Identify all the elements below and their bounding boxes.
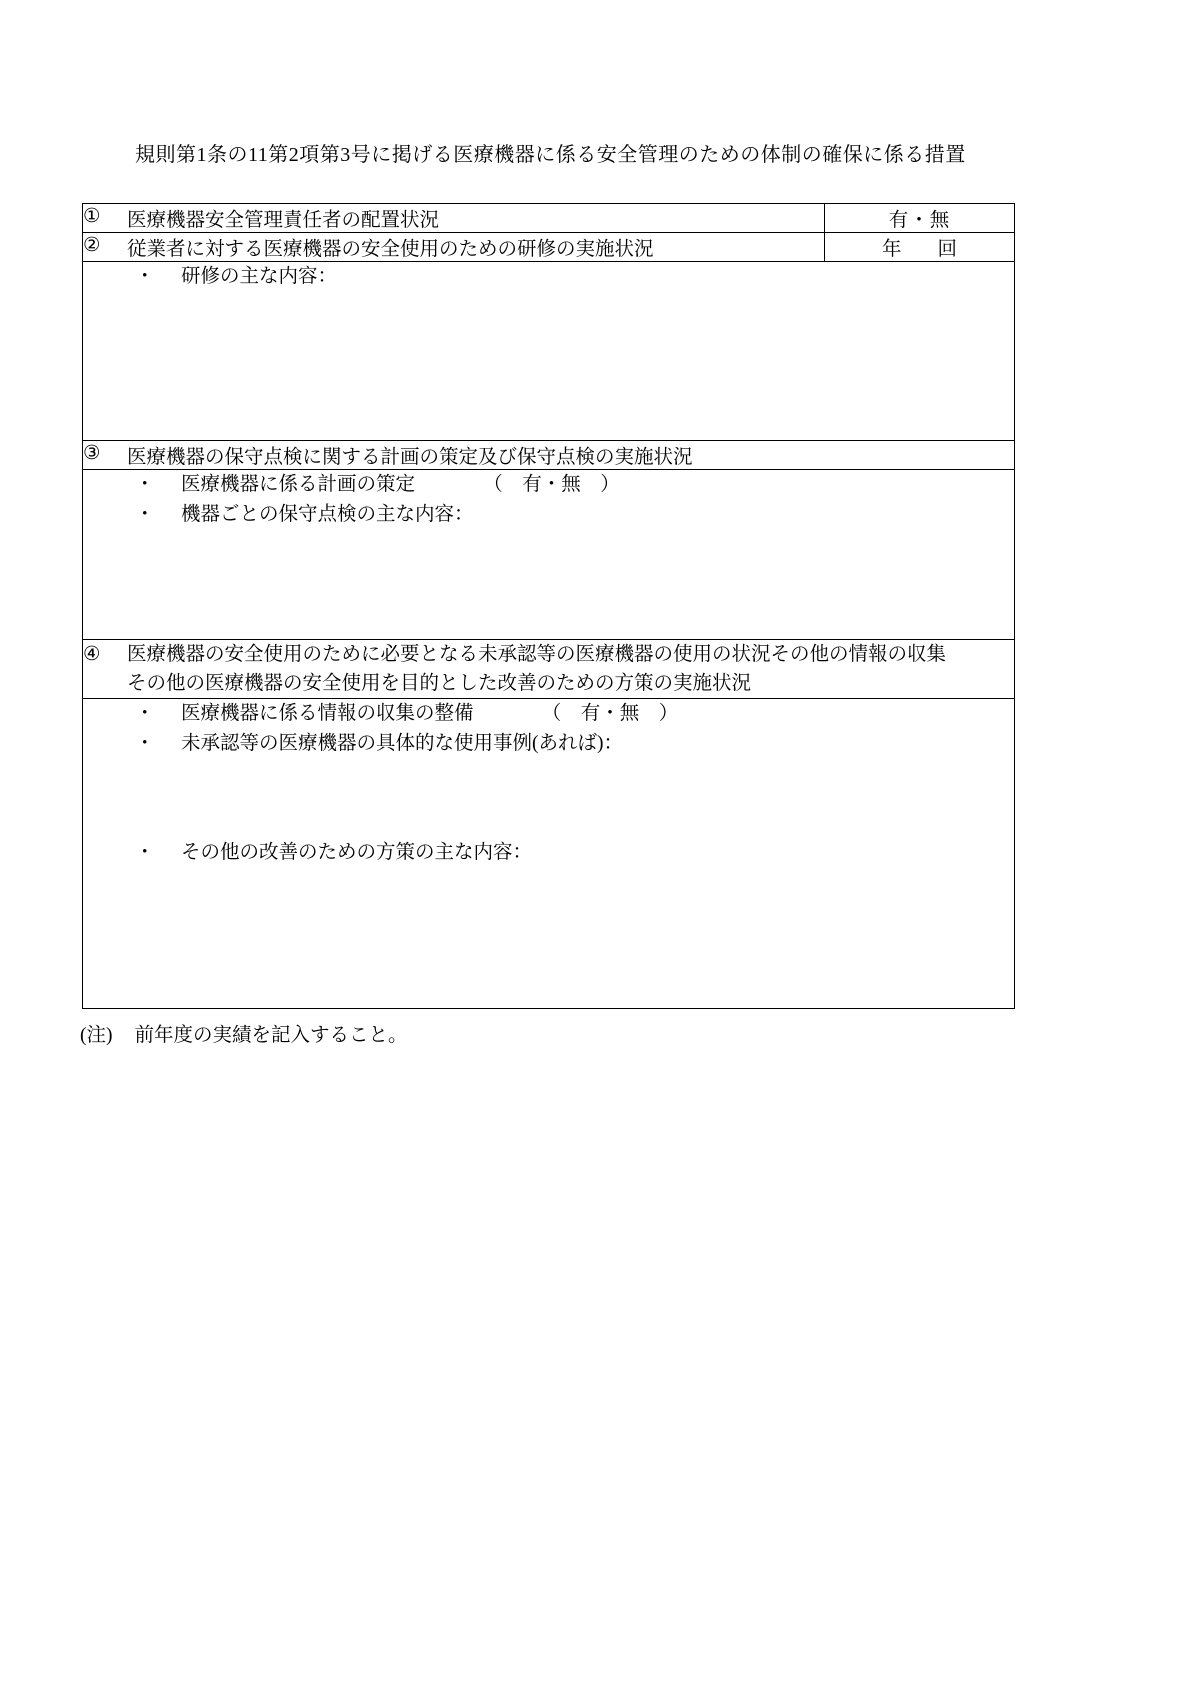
item2-free-text-area[interactable] bbox=[83, 292, 1014, 440]
footnote-text: 前年度の実績を記入すること。 bbox=[134, 1025, 408, 1046]
table-row bbox=[83, 639, 1015, 699]
item3-bullet-line-1 bbox=[83, 470, 1014, 500]
item2-answer-year: 年 bbox=[881, 239, 902, 260]
item3-free-text-area[interactable] bbox=[83, 531, 1014, 639]
item4-bullet-text-2: 未承認等の医療機器の具体的な使用事例(あれば)： bbox=[181, 733, 623, 755]
table-row bbox=[83, 441, 1015, 470]
item1-answer: 有・無 bbox=[888, 210, 951, 231]
page-title: 規則第1条の11第2項第3号に掲げる医療機器に係る安全管理のための体制の確保に係る措置 bbox=[135, 144, 966, 166]
bullet-icon: ・ bbox=[135, 703, 155, 725]
item4-bullet-line-1 bbox=[83, 699, 1014, 729]
item2-answer-cell[interactable] bbox=[825, 233, 1015, 262]
item1-label-cell bbox=[83, 204, 825, 233]
item1-answer-cell[interactable] bbox=[825, 204, 1015, 233]
bullet-icon: ・ bbox=[135, 504, 155, 526]
item4-label-cell bbox=[83, 639, 1015, 699]
footnote bbox=[80, 1019, 408, 1047]
item3-bullet-text-2: 機器ごとの保守点検の主な内容： bbox=[181, 504, 474, 526]
item4-bullet-line-3 bbox=[83, 838, 1014, 868]
item4-free-text-area-2[interactable] bbox=[83, 868, 1014, 1008]
item2-label-cell bbox=[83, 233, 825, 262]
item4-free-text-area-1[interactable] bbox=[83, 760, 1014, 838]
item4-bullet-line-2 bbox=[83, 729, 1014, 759]
table-row bbox=[83, 262, 1015, 441]
item2-bullet-text: 研修の主な内容： bbox=[181, 266, 338, 287]
item3-bullet-line-2 bbox=[83, 500, 1014, 530]
table-row bbox=[83, 204, 1015, 233]
table-row bbox=[83, 470, 1015, 639]
item4-label-line2: その他の医療機器の安全使用を目的とした改善のための方策の実施状況 bbox=[127, 672, 752, 694]
item2-content-cell[interactable] bbox=[83, 262, 1015, 441]
item4-content-cell[interactable] bbox=[83, 699, 1015, 1009]
item2-bullet-line bbox=[83, 262, 1014, 292]
item4-number: ④ bbox=[83, 643, 101, 665]
bullet-icon: ・ bbox=[135, 733, 155, 755]
table-row bbox=[83, 233, 1015, 262]
item3-label-cell bbox=[83, 441, 1015, 470]
item2-label: 従業者に対する医療機器の安全使用のための研修の実施状況 bbox=[127, 239, 654, 260]
item2-number: ② bbox=[83, 235, 101, 256]
safety-management-form-table bbox=[82, 203, 1015, 1009]
bullet-icon: ・ bbox=[135, 266, 155, 287]
item4-label-line1: 医療機器の安全使用のために必要となる未承認等の医療機器の使用の状況その他の情報の収集 bbox=[127, 643, 947, 665]
item3-bullet-text-1: 医療機器に係る計画の策定 （ 有・無 ） bbox=[181, 474, 620, 496]
bullet-icon: ・ bbox=[135, 474, 155, 496]
table-row bbox=[83, 699, 1015, 1009]
item1-label: 医療機器安全管理責任者の配置状況 bbox=[127, 210, 440, 231]
item1-number: ① bbox=[83, 206, 101, 227]
item3-content-cell[interactable] bbox=[83, 470, 1015, 639]
bullet-icon: ・ bbox=[135, 841, 155, 863]
item4-bullet-text-1: 医療機器に係る情報の収集の整備 （ 有・無 ） bbox=[181, 703, 679, 725]
item2-answer-count: 回 bbox=[937, 239, 958, 260]
item3-label: 医療機器の保守点検に関する計画の策定及び保守点検の実施状況 bbox=[127, 447, 693, 469]
item3-number: ③ bbox=[83, 443, 101, 465]
item4-bullet-text-3: その他の改善のための方策の主な内容： bbox=[181, 841, 533, 863]
footnote-label: (注) bbox=[80, 1025, 113, 1046]
